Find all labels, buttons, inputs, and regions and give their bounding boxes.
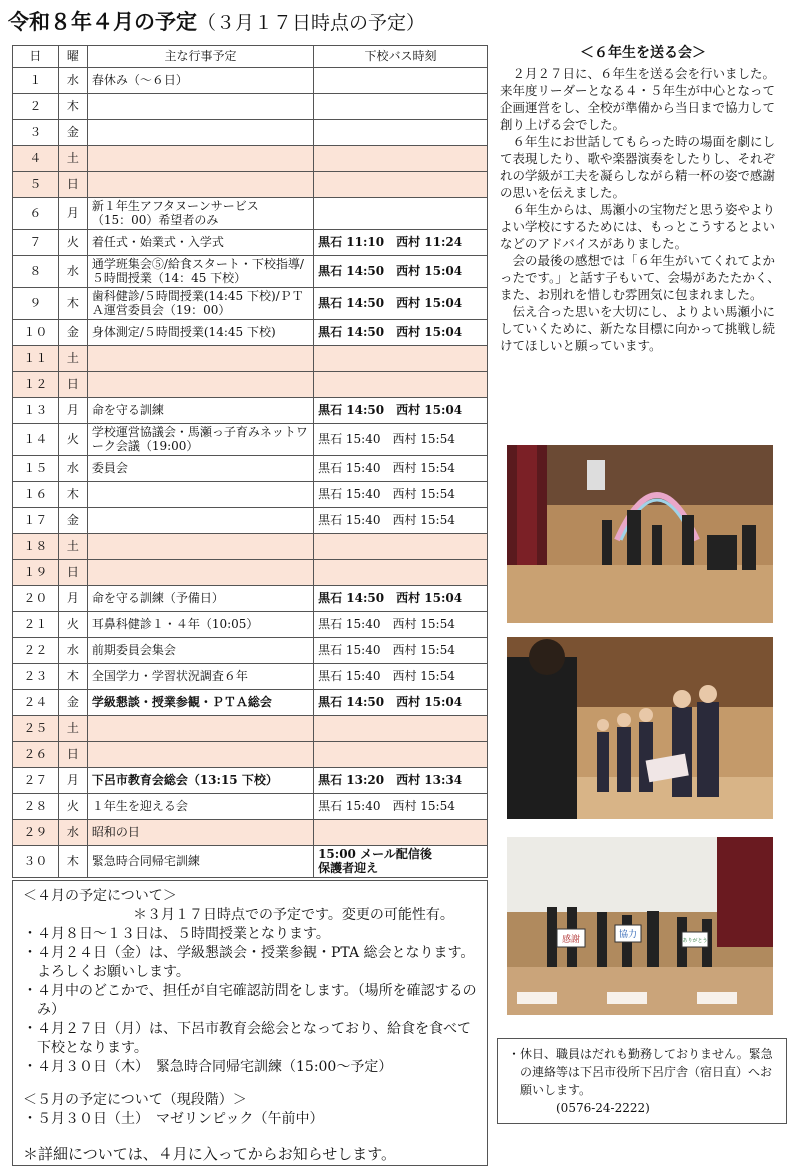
event-cell: 身体測定/５時間授業(14:45 下校)	[87, 320, 313, 346]
weekday-cell: 木	[58, 94, 87, 120]
bus-cell: 黒石 15:40 西村 15:54	[314, 612, 488, 638]
weekday-cell: 火	[58, 794, 87, 820]
event-cell: 通学班集会⑤/給食スタート・下校指導/５時間授業（14：45 下校）	[87, 256, 313, 288]
day-cell: １１	[13, 346, 59, 372]
event-cell: 歯科健診/５時間授業(14:45 下校)/ＰＴＡ運営委員会（19：00）	[87, 288, 313, 320]
event-cell: 全国学力・学習状況調査６年	[87, 664, 313, 690]
event-cell	[87, 172, 313, 198]
day-cell: ３	[13, 120, 59, 146]
weekday-cell: 金	[58, 508, 87, 534]
bus-cell	[314, 68, 488, 94]
article-paragraph: ６年生にお世話してもらった時の場面を劇にして表現したり、歌や楽器演奏をしたりし、それぞれの学級が工夫を凝らしながら精一杯の姿で感謝の思いを伝えました。	[500, 134, 776, 200]
april-notes-heading: ＜４月の予定について＞	[23, 888, 177, 904]
article-paragraph: 伝え合った思いを大切にし、よりよい馬瀬小にしていくために、新たな目標に向かって挑戦し続けてほしいと願っています。	[500, 304, 776, 353]
table-row	[13, 794, 488, 820]
day-cell: ２８	[13, 794, 59, 820]
table-row	[13, 256, 488, 288]
day-cell: ２７	[13, 768, 59, 794]
event-cell: 着任式・始業式・入学式	[87, 230, 313, 256]
table-row	[13, 742, 488, 768]
bus-cell: 黒石 13:20 西村 13:34	[314, 768, 488, 794]
table-row	[13, 716, 488, 742]
bus-cell	[314, 198, 488, 230]
day-cell: ２９	[13, 820, 59, 846]
table-row	[13, 120, 488, 146]
sign-text-1: 感謝	[561, 935, 581, 945]
table-row	[13, 372, 488, 398]
photo-performance	[507, 445, 773, 623]
event-cell: １年生を迎える会	[87, 794, 313, 820]
april-note-item: ・４月２４日（金）は、学級懇談会・授業参観・PTA 総会となります。よろしくお願いします。	[23, 945, 475, 980]
weekday-cell: 水	[58, 638, 87, 664]
event-cell: 命を守る訓練	[87, 398, 313, 424]
header-weekday: 曜	[58, 46, 87, 68]
day-cell: ６	[13, 198, 59, 230]
event-cell: 学校運営協議会・馬瀬っ子育みネットワーク会議（19:00）	[87, 424, 313, 456]
event-cell: 委員会	[87, 456, 313, 482]
bus-cell: 黒石 15:40 西村 15:54	[314, 456, 488, 482]
bus-cell: 黒石 15:40 西村 15:54	[314, 508, 488, 534]
table-header	[13, 46, 488, 68]
april-note-item: ・４月８日～１３日は、５時間授業となります。	[23, 926, 330, 942]
bus-cell	[314, 346, 488, 372]
weekday-cell: 土	[58, 534, 87, 560]
april-note-item: ・４月中のどこかで、担任が自宅確認訪問をします。（場所を確認するのみ）	[23, 983, 477, 1018]
weekday-cell: 月	[58, 768, 87, 794]
table-row	[13, 424, 488, 456]
table-row	[13, 846, 488, 878]
bus-cell	[314, 534, 488, 560]
bus-cell: 黒石 14:50 西村 15:04	[314, 320, 488, 346]
event-cell	[87, 742, 313, 768]
table-row	[13, 198, 488, 230]
day-cell: １０	[13, 320, 59, 346]
table-row	[13, 820, 488, 846]
weekday-cell: 木	[58, 846, 87, 878]
april-note-item: ・４月２７日（月）は、下呂市教育会総会となっており、給食を食べて下校となります。	[23, 1021, 471, 1056]
day-cell: １３	[13, 398, 59, 424]
header-day: 日	[13, 46, 59, 68]
weekday-cell: 日	[58, 172, 87, 198]
weekday-cell: 日	[58, 742, 87, 768]
table-row	[13, 288, 488, 320]
event-cell	[87, 372, 313, 398]
weekday-cell: 月	[58, 398, 87, 424]
may-notes-list	[23, 1110, 477, 1129]
bus-cell: 黒石 14:50 西村 15:04	[314, 288, 488, 320]
weekday-cell: 火	[58, 612, 87, 638]
event-cell: 前期委員会集会	[87, 638, 313, 664]
table-row	[13, 508, 488, 534]
bus-cell	[314, 94, 488, 120]
day-cell: ２０	[13, 586, 59, 612]
day-cell: ９	[13, 288, 59, 320]
day-cell: １８	[13, 534, 59, 560]
day-cell: １９	[13, 560, 59, 586]
article-paragraph: ２月２７日に、６年生を送る会を行いました。来年度リーダーとなる４・５年生が中心となって企画運営をし、全校が準備から当日まで協力して創り上げる会でした。	[500, 66, 776, 132]
event-cell	[87, 716, 313, 742]
weekday-cell: 水	[58, 68, 87, 94]
bus-cell	[314, 560, 488, 586]
bus-cell: 黒石 15:40 西村 15:54	[314, 664, 488, 690]
event-cell	[87, 508, 313, 534]
photo-signs	[507, 837, 773, 1015]
april-notes-notice: ＊３月１７日時点での予定です。変更の可能性有。	[133, 907, 454, 923]
day-cell: ２５	[13, 716, 59, 742]
bus-cell: 黒石 11:10 西村 11:24	[314, 230, 488, 256]
bus-cell	[314, 820, 488, 846]
table-row	[13, 346, 488, 372]
table-row	[13, 664, 488, 690]
bus-cell	[314, 146, 488, 172]
weekday-cell: 木	[58, 482, 87, 508]
sign-text-2: 協力	[618, 930, 638, 940]
weekday-cell: 土	[58, 146, 87, 172]
table-row	[13, 482, 488, 508]
april-notes-box	[12, 880, 488, 1166]
table-row	[13, 146, 488, 172]
table-row	[13, 534, 488, 560]
day-cell: ２６	[13, 742, 59, 768]
event-cell	[87, 482, 313, 508]
bus-cell: 黒石 14:50 西村 15:04	[314, 256, 488, 288]
event-cell	[87, 120, 313, 146]
weekday-cell: 金	[58, 690, 87, 716]
table-row	[13, 398, 488, 424]
day-cell: ２４	[13, 690, 59, 716]
day-cell: ４	[13, 146, 59, 172]
april-notes-list	[23, 925, 477, 1077]
bus-cell	[314, 120, 488, 146]
article-paragraph: 会の最後の感想では「６年生がいてくれてよかったです。」と話す子もいて、会場があたたかく、また、お別れを惜しむ雰囲気に包まれました。	[500, 253, 780, 302]
day-cell: １７	[13, 508, 59, 534]
weekday-cell: 土	[58, 716, 87, 742]
day-cell: ３０	[13, 846, 59, 878]
photo-exchange	[507, 637, 773, 819]
weekday-cell: 水	[58, 820, 87, 846]
weekday-cell: 日	[58, 560, 87, 586]
sixth-grade-heading: ＜６年生を送る会＞	[580, 45, 706, 61]
table-row	[13, 320, 488, 346]
event-cell: 耳鼻科健診１・４年（10:05）	[87, 612, 313, 638]
bus-cell: 黒石 14:50 西村 15:04	[314, 398, 488, 424]
table-row	[13, 690, 488, 716]
event-cell: 学級懇談・授業参観・ＰＴＡ総会	[87, 690, 313, 716]
april-note-item: ・４月３０日（木） 緊急時合同帰宅訓練（15:00～予定）	[23, 1059, 393, 1075]
event-cell: 昭和の日	[87, 820, 313, 846]
event-cell	[87, 146, 313, 172]
event-cell: 命を守る訓練（予備日）	[87, 586, 313, 612]
event-cell: 緊急時合同帰宅訓練	[87, 846, 313, 878]
table-row	[13, 560, 488, 586]
bus-cell: 黒石 14:50 西村 15:04	[314, 586, 488, 612]
weekday-cell: 火	[58, 230, 87, 256]
bus-cell: 黒石 14:50 西村 15:04	[314, 690, 488, 716]
bus-cell: 黒石 15:40 西村 15:54	[314, 424, 488, 456]
bus-cell: 15:00 メール配信後 保護者迎え	[314, 846, 488, 878]
day-cell: １４	[13, 424, 59, 456]
table-row	[13, 586, 488, 612]
table-row	[13, 94, 488, 120]
weekday-cell: 木	[58, 664, 87, 690]
day-cell: ２３	[13, 664, 59, 690]
weekday-cell: 日	[58, 372, 87, 398]
weekday-cell: 月	[58, 586, 87, 612]
bus-cell: 黒石 15:40 西村 15:54	[314, 638, 488, 664]
weekday-cell: 水	[58, 256, 87, 288]
day-cell: ７	[13, 230, 59, 256]
contact-info-box	[497, 1038, 787, 1124]
event-cell	[87, 534, 313, 560]
weekday-cell: 金	[58, 120, 87, 146]
bus-cell	[314, 172, 488, 198]
article-paragraph: ６年生からは、馬瀬小の宝物だと思う姿やよりよい学校にするためには、もっとこうするとよいなどのアドバイスがありました。	[500, 202, 776, 251]
day-cell: ８	[13, 256, 59, 288]
day-cell: ２１	[13, 612, 59, 638]
may-notes-heading: ＜５月の予定について（現段階）＞	[23, 1092, 247, 1108]
title-sub: （３月１７日時点の予定）	[197, 12, 426, 34]
table-row	[13, 768, 488, 794]
event-cell	[87, 346, 313, 372]
day-cell: １	[13, 68, 59, 94]
header-events: 主な行事予定	[87, 46, 313, 68]
weekday-cell: 土	[58, 346, 87, 372]
event-cell: 春休み（～６日）	[87, 68, 313, 94]
bus-cell: 黒石 15:40 西村 15:54	[314, 482, 488, 508]
table-row	[13, 230, 488, 256]
bus-cell	[314, 716, 488, 742]
details-note: ＊詳細については、４月に入ってからお知らせします。	[23, 1145, 397, 1163]
event-cell: 下呂市教育会総会（13:15 下校）	[87, 768, 313, 794]
contact-phone: (0576-24-2222)	[556, 1101, 650, 1115]
contact-info-text: ・休日、職員はだれも勤務しておりません。緊急の連絡等は下呂市役所下呂庁舎（宿日直）へお願いします。	[508, 1047, 773, 1097]
table-row	[13, 612, 488, 638]
day-cell: １６	[13, 482, 59, 508]
bus-cell	[314, 372, 488, 398]
bus-cell: 黒石 15:40 西村 15:54	[314, 794, 488, 820]
weekday-cell: 水	[58, 456, 87, 482]
sixth-grade-article	[500, 45, 786, 354]
day-cell: １５	[13, 456, 59, 482]
event-cell: 新１年生アフタヌーンサービス （15：00）希望者のみ	[87, 198, 313, 230]
table-row	[13, 172, 488, 198]
day-cell: ２２	[13, 638, 59, 664]
day-cell: １２	[13, 372, 59, 398]
weekday-cell: 金	[58, 320, 87, 346]
schedule-table	[12, 45, 488, 878]
table-row	[13, 638, 488, 664]
may-note-item: ・５月３０日（土） マゼリンピック（午前中）	[23, 1111, 324, 1127]
event-cell	[87, 94, 313, 120]
event-cell	[87, 560, 313, 586]
title-main: 令和８年４月の予定	[8, 10, 197, 34]
table-row	[13, 456, 488, 482]
page-title	[8, 6, 425, 36]
day-cell: ５	[13, 172, 59, 198]
day-cell: ２	[13, 94, 59, 120]
header-bus: 下校バス時刻	[314, 46, 488, 68]
weekday-cell: 月	[58, 198, 87, 230]
weekday-cell: 木	[58, 288, 87, 320]
bus-cell	[314, 742, 488, 768]
weekday-cell: 火	[58, 424, 87, 456]
table-row	[13, 68, 488, 94]
sign-text-3: ありがとう	[682, 938, 708, 944]
